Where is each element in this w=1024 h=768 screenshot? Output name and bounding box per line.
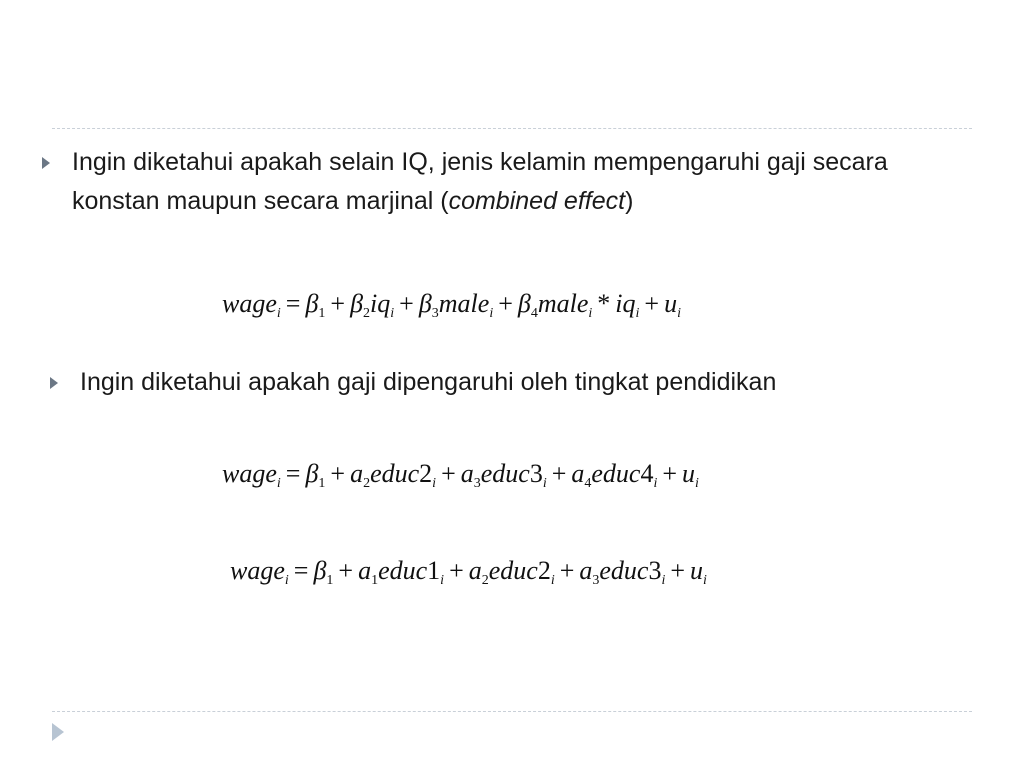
bullet-item-2 <box>50 363 970 402</box>
bullet-text-2: Ingin diketahui apakah gaji dipengaruhi oleh tingkat pendidikan <box>80 368 777 396</box>
bottom-divider <box>52 711 972 712</box>
corner-triangle-icon <box>52 723 64 741</box>
bullet-item-1 <box>42 143 972 221</box>
bullet-arrow-icon <box>50 377 58 389</box>
bullet-arrow-icon <box>42 157 50 169</box>
top-divider <box>52 128 972 129</box>
equation-1: wage$_i$ = $\beta_1 + \beta_2iq_i$ + $\beta_3male_i$ + $\beta_4male_i * iq_i + u_i$ <box>222 289 681 321</box>
equation-2: wage$_i$ = $\beta_1$ + $a_2educ2_i$ + $a_3educ3_i$ + $a_4educ4_i + u_i$ <box>222 459 699 491</box>
bullet-text-1: Ingin diketahui apakah selain IQ, jenis kelamin mempengaruhi gaji secara konstan maupun secara marjinal (combined effect) <box>72 148 888 215</box>
equation-3: wage$_i$ = $\beta_1$ + $a_1educ1_i$ + $a_2educ2_i$ + $a_3educ3_i + u_i$ <box>230 556 707 588</box>
